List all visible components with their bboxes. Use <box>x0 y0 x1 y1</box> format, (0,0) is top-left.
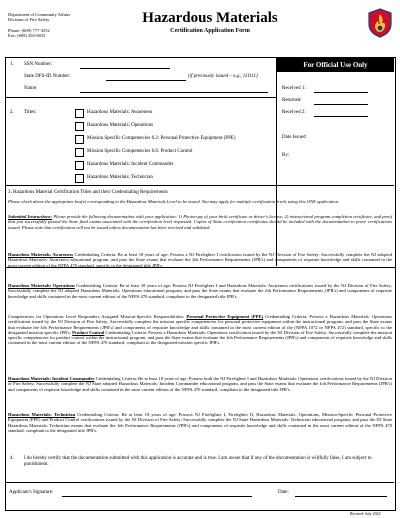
form-subtitle: Certification Application Form <box>170 28 250 34</box>
technician-requirements <box>8 412 392 433</box>
mission-specific-requirements <box>8 314 392 346</box>
product-control-heading: Product Control <box>72 329 105 335</box>
operations-heading: Hazardous Materials: Operations <box>8 283 75 288</box>
submittal-instructions <box>8 214 392 230</box>
received-1-label: Received 1: <box>282 86 306 91</box>
technician-heading: Hazardous Materials: Technician <box>8 412 76 417</box>
option-ppe: Mission Specific Competencies 6.2: Personal Protective Equipment (PPE) <box>87 136 236 141</box>
checkbox-incident-commander[interactable] <box>75 161 84 170</box>
option-operations: Hazardous Materials: Operations <box>87 123 154 128</box>
instructions-text <box>8 199 392 204</box>
phone-number: Phone: (609) 777-3552 <box>8 28 50 33</box>
option-incident-commander: Hazardous Materials: Incident Commander <box>87 162 174 167</box>
ppe-body: Credentialing Criteria: Possess a Hazardous Materials: Operations certification issued by the NJ Division of Fire Safety; Successfully complete the mission specific competencies for personal protective equipment within the instructional program, and pass the State exams that evaluate the Job Performance Requirements (JPR's) and components of requisite knowledge and skills contained in the most current edition of the (NFPA 1072 or NFPA 472) standard, specific to the designated mission specific JPR's. <box>8 314 392 335</box>
checkbox-awareness[interactable] <box>75 109 84 118</box>
product-control-body: Credentialing Criteria: Possess a Hazardous Materials: Operations certification issued by the NJ Division of Fire Safety; Successfully complete the mission specific competencies for product control within the instructional program, and pass the State exams that evaluate the Job Performance Requirements (JPR's) and components of requisite knowledge and skills contained in the most current edition of the NFPA 470 standard, compliant to the designated mission specific JPR's. <box>8 329 392 346</box>
returned-line[interactable] <box>314 104 368 105</box>
form-title: Hazardous Materials <box>142 10 278 26</box>
section-4-number: 4. <box>10 456 14 461</box>
option-product-control: Mission Specific Competencies 6.6: Product Control <box>87 149 193 154</box>
incident-commander-heading: Hazardous Materials: Incident Commander <box>8 376 95 381</box>
date-issued-label: Date Issued: <box>282 135 307 140</box>
technician-body: Credentialing Criteria: Be at least 18 years of age; Possess NJ Firefighter I, Firefighter II, Hazardous Materials: Operations, Mission-Specific Personal Protective Equipment (PPE) and Product Control certifications issued by the NJ Division of Fire Safety; Successfully complete the NJ State Hazardous Materials: Technician educational program, and pass the NJ State Hazardous Materials: Technician exams that evaluate the Job Performance Requirements (JPR's) and components of requisite knowledge and skills contained in the most current edition of the NFPA 470 standard, compliant to the designated title JPR's. <box>8 412 392 433</box>
name-input-line[interactable] <box>80 92 268 93</box>
awareness-body: Credentialing Criteria: Be at least 18 years of age; Possess a NJ Firefighter I certification issued by the NJ Division of Fire Safety; Successfully complete the NJ adopted Hazardous Materials: Awareness educational program, and pass the State exams that evaluate the Job Performance Requirements (JPR's) and components of requisite knowledge and skills contained in the most current edition of the NFPA 470 standard, specific to the designated title JPR's. <box>8 252 392 268</box>
option-awareness: Hazardous Materials: Awareness <box>87 110 153 115</box>
state-id-label: State DFS-ID Number: <box>24 74 71 79</box>
state-id-hint: (if previously issued – e.g., 111111) <box>188 74 258 79</box>
operations-requirements <box>8 283 392 299</box>
checkbox-ppe[interactable] <box>75 135 84 144</box>
checkbox-technician[interactable] <box>75 174 84 183</box>
fire-safety-seal-logo <box>367 8 393 38</box>
submittal-label: Submittal Instructions: <box>8 214 53 219</box>
dept-line-2: Division of Fire Safety <box>8 17 50 23</box>
received-2-line[interactable] <box>314 116 368 117</box>
ssn-label: SSN Number: <box>24 62 53 67</box>
section-3-heading: 3. Hazardous Material Certification Titles and their Credentialing Requirements <box>8 190 168 195</box>
section-2-number: 2. <box>10 110 14 115</box>
ssn-input-line[interactable] <box>80 68 170 69</box>
applicant-signature-label: Applicant's Signature: <box>9 490 54 495</box>
awareness-heading: Hazardous Materials: Awareness <box>8 252 74 257</box>
section-1-divider <box>5 97 276 98</box>
fax-number: Fax: (609) 292-6833 <box>8 33 46 39</box>
department-name <box>8 12 70 23</box>
received-1-line[interactable] <box>314 92 368 93</box>
operations-body: Credentialing Criteria: Be at least 18 years of age; Possess NJ Firefighter I and Hazardous Materials: Awareness certifications issued by the NJ Division of Fire Safety; Successfully complete the NJ adopted Hazardous Materials: Operations educational program, and pass the State exams that evaluate the Job Performance Requirements (JPR's) and components of requisite knowledge and skills contained in the most current edition of the NFPA 470 standard, compliant to the designated title JPR's. <box>8 283 392 299</box>
signature-rule <box>5 482 394 483</box>
signature-date-line[interactable] <box>295 496 387 497</box>
option-technician: Hazardous Materials: Technician <box>87 175 153 180</box>
official-use-heading: For Official Use Only <box>277 58 394 72</box>
titles-label: Titles: <box>24 110 37 115</box>
revised-date: Revised: July 2022 <box>350 511 381 516</box>
competencies-intro: Competencies for Operations Level Responders Assigned Mission-Specific Responsibilities: <box>8 314 187 319</box>
signature-date-label: Date: <box>278 490 289 495</box>
checkbox-product-control[interactable] <box>75 148 84 157</box>
dept-line-1: Department of Community Affairs <box>8 12 71 17</box>
by-label: By: <box>282 153 290 158</box>
checkbox-operations[interactable] <box>75 122 84 131</box>
section-1-number: 1. <box>10 62 14 67</box>
awareness-requirements <box>8 252 392 268</box>
contact-info <box>8 28 50 39</box>
incident-commander-requirements <box>8 376 392 392</box>
returned-label: Returned: <box>282 98 302 103</box>
name-label: Name: <box>24 86 38 91</box>
requirements-top-rule <box>5 185 394 186</box>
certification-statement: I do hereby certify that the documentation submitted with this application is accurate and is true. I am aware that if any of the documentation is willfully false, I am subject to punishment. <box>24 456 372 467</box>
received-2-label: Received 2: <box>282 110 306 115</box>
ppe-heading: Personal Protective Equipment (PPE) <box>186 314 264 319</box>
incident-commander-body: Credentialing Criteria: Be at least 18 years of age; Possess both the NJ Firefighter I and Hazardous Materials: Operations certifications issued by the NJ Division of Fire Safety; Successfully complete the NJ State adopted Hazardous Materials: Incident Commander educational program, and pass the State exams that evaluate the Job Performance Requirements (JPR's) and components of requisite knowledge and skills contained in the most current edition of the NFPA 470 standard, compliant to the designated title JPR's. <box>8 376 392 392</box>
applicant-signature-line[interactable] <box>62 496 252 497</box>
submittal-body: Please provide the following documentation with your application: 1) Photocopy of your birth certificate or driver's license; 2) instructional program completion certificate, and proof that you successfully passed the State final exams associated with the certification level requested. Copies of State certification certificates should be included with the documentation to prove certifications issued. Please note that certification will not be issued unless documentation has been received and validated. <box>8 214 393 230</box>
instructions-body: Please check above the appropriate box(s) corresponding to the Hazardous Materials Level to be issued. You may apply for multiple certification levels using this ONE application. <box>8 199 340 204</box>
state-id-input-line[interactable] <box>106 80 186 81</box>
